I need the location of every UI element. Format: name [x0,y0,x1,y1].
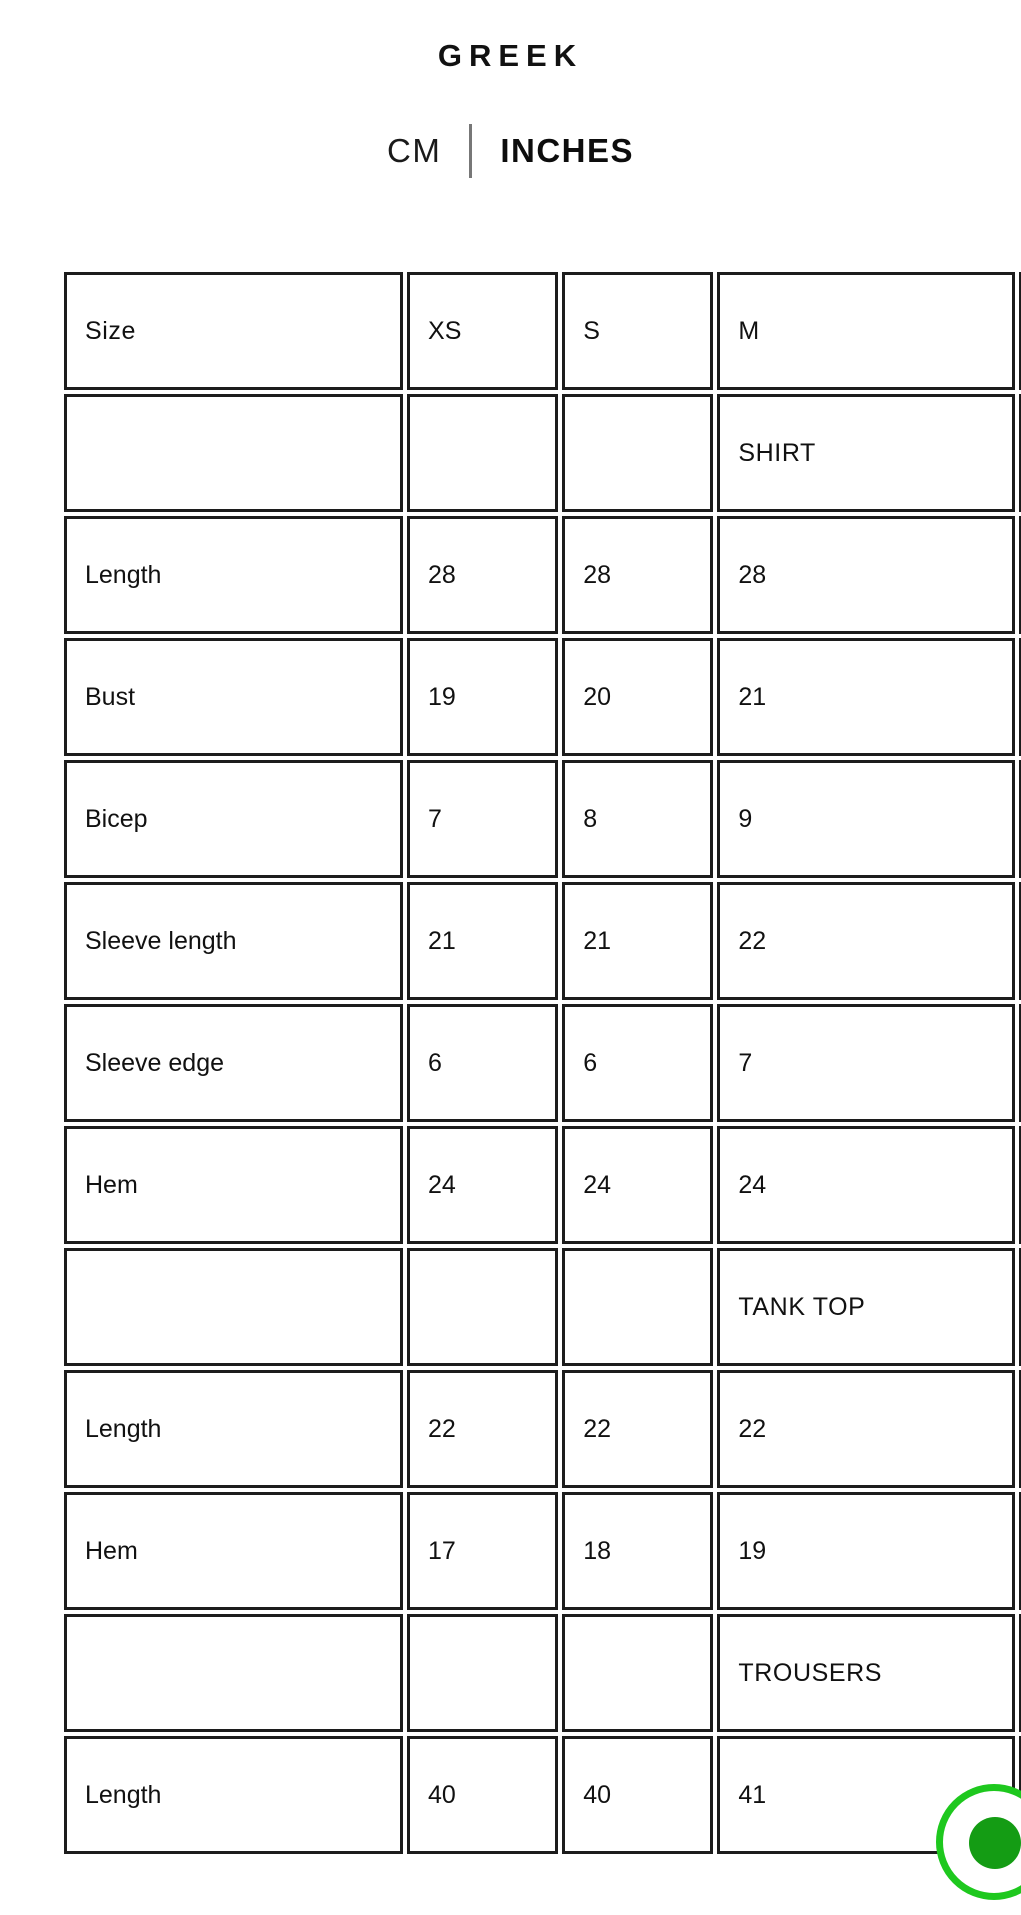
page-title: GREEK [437,38,584,73]
table-row-label [64,1248,403,1366]
table-cell: 21 [562,882,713,1000]
table-cell: 7 [407,760,558,878]
status-indicator [977,32,1013,42]
unit-toggle[interactable] [0,124,1021,178]
table-header-cell: M [717,272,1015,390]
table-row [64,1126,1021,1244]
table-cell: 24 [562,1126,713,1244]
table-header-cell: Size [64,272,403,390]
table-row [64,272,1021,390]
table-cell: 21 [717,638,1015,756]
page-root [0,38,1021,1915]
table-cell: 40 [407,1736,558,1854]
table-cell [562,1614,713,1732]
table-row [64,516,1021,634]
table-cell: 22 [407,1370,558,1488]
table-row-label: Hem [64,1126,403,1244]
table-cell: 28 [407,516,558,634]
table-row [64,1614,1021,1732]
table-cell: 22 [717,1370,1015,1488]
table-cell: 28 [717,516,1015,634]
size-chart [60,268,1021,1858]
table-row [64,638,1021,756]
table-cell [407,1614,558,1732]
table-cell: 22 [562,1370,713,1488]
table-cell: 41 [717,1736,1015,1854]
table-row [64,760,1021,878]
table-row [64,1248,1021,1366]
table-cell [407,1248,558,1366]
table-row [64,1370,1021,1488]
table-cell: 6 [407,1004,558,1122]
table-cell: 28 [562,516,713,634]
table-header-cell: XS [407,272,558,390]
table-cell: 21 [407,882,558,1000]
table-cell: TROUSERS [717,1614,1015,1732]
table-row-label: Length [64,516,403,634]
record-dot-icon [969,1817,1021,1869]
table-row-label: Length [64,1370,403,1488]
table-row [64,1492,1021,1610]
table-cell: 24 [407,1126,558,1244]
table-row-label [64,1614,403,1732]
table-cell: 6 [562,1004,713,1122]
table-cell: 18 [562,1492,713,1610]
table-row [64,1004,1021,1122]
table-row [64,1736,1021,1854]
table-cell: 22 [717,882,1015,1000]
table-cell: 9 [717,760,1015,878]
table-row-label: Hem [64,1492,403,1610]
table-row-label: Bust [64,638,403,756]
unit-option-inches[interactable]: INCHES [500,132,634,169]
unit-option-cm[interactable]: CM [386,132,442,169]
table-cell: 40 [562,1736,713,1854]
table-cell: 20 [562,638,713,756]
table-cell [562,394,713,512]
table-cell [407,394,558,512]
size-table [60,268,1021,1858]
table-cell: 17 [407,1492,558,1610]
table-cell: 7 [717,1004,1015,1122]
table-cell: 19 [717,1492,1015,1610]
table-row-label: Sleeve edge [64,1004,403,1122]
table-cell: 19 [407,638,558,756]
table-row-label [64,394,403,512]
table-row-label: Bicep [64,760,403,878]
table-cell [562,1248,713,1366]
table-row-label: Sleeve length [64,882,403,1000]
table-row [64,394,1021,512]
table-cell: TANK TOP [717,1248,1015,1366]
table-header-cell: S [562,272,713,390]
table-cell: 24 [717,1126,1015,1244]
table-row [64,882,1021,1000]
table-cell: SHIRT [717,394,1015,512]
table-row-label: Length [64,1736,403,1854]
table-cell: 8 [562,760,713,878]
